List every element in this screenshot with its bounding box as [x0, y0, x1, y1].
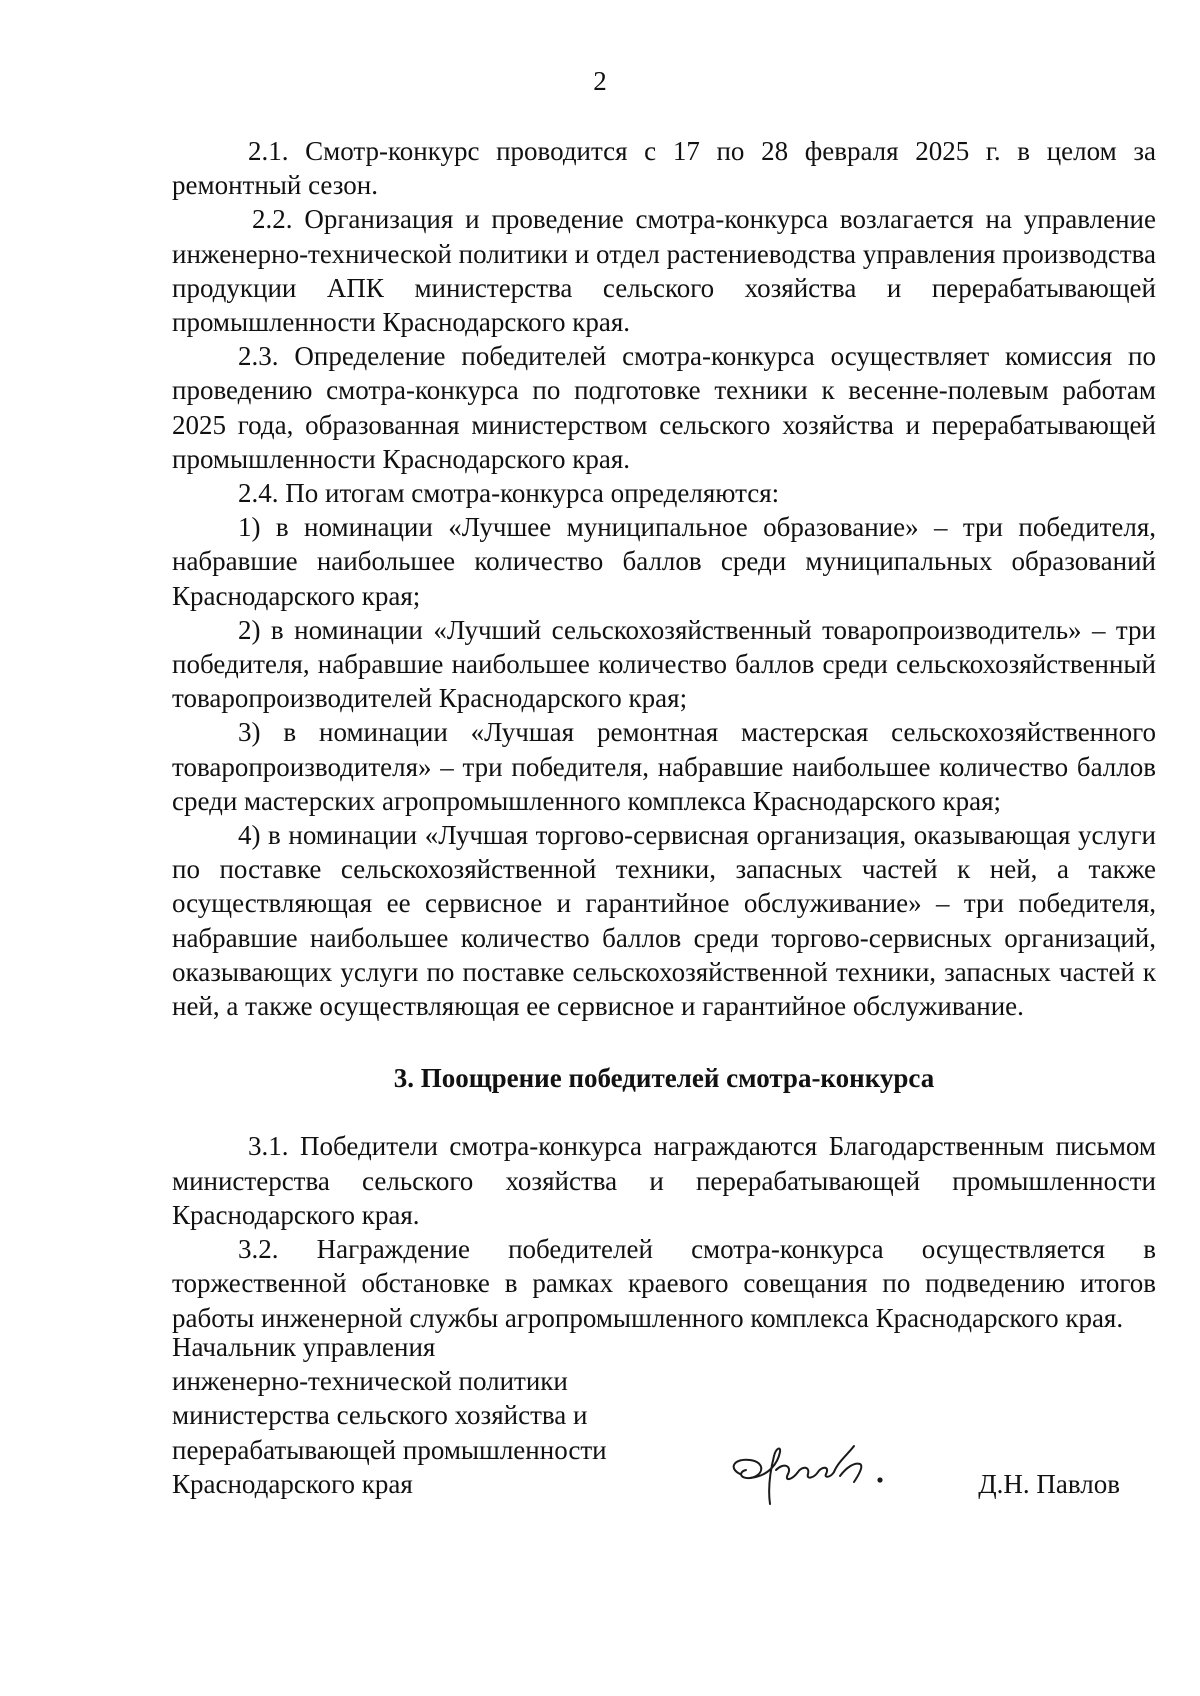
signatory-position-line: инженерно-технической политики [172, 1366, 568, 1397]
nomination-item-3: 3) в номинации «Лучшая ремонтная мастерская сельскохозяйственного товаропроизводителя» – три победителя, набравшие наибольшее количество баллов среди мастерских агропромышленного комплекса Краснодарского края; [172, 717, 1156, 816]
signatory-position-line: перерабатывающей промышленности [172, 1434, 607, 1465]
paragraph-2-1: 2.1. Смотр-конкурс проводится с 17 по 28 февраля 2025 г. в целом за ремонтный сезон. [172, 136, 1156, 201]
signatory-name: Д.Н. Павлов [978, 1469, 1120, 1499]
paragraph-2-3: 2.3. Определение победителей смотра-конкурса осуществляет комиссия по проведению смотра-конкурса по подготовке техники к весенне-полевым работам 2025 года, образованная министерством сельского хозяйства и перерабатывающей промышленности Краснодарского края. [172, 341, 1156, 474]
paragraph-3-1: 3.1. Победители смотра-конкурса награждаются Благодарственным письмом министерства сельского хозяйства и перерабатывающей промышленности Краснодарского края. [172, 1131, 1156, 1230]
handwritten-signature [720, 1432, 900, 1512]
signatory-position-line: министерства сельского хозяйства и [172, 1400, 588, 1431]
document-body [172, 134, 1156, 1335]
nomination-item-1: 1) в номинации «Лучшее муниципальное образование» – три победителя, набравшие наибольшее количество баллов среди муниципальных образований Краснодарского края; [172, 512, 1156, 611]
signatory-position [172, 1330, 692, 1501]
nomination-item-2: 2) в номинации «Лучший сельскохозяйственный товаропроизводитель» – три победителя, набравшие наибольшее количество баллов среди сельскохозяйственный товаропроизводителей Краснодарского края; [172, 614, 1156, 714]
paragraph-2-2: 2.2. Организация и проведение смотра-конкурса возлагается на управление инженерно-технической политики и отдел растениеводства управления производства продукции АПК министерства сельского хозяйства и перерабатывающей промышленности Краснодарского края. [172, 204, 1156, 338]
signature-block [172, 1330, 1156, 1530]
paragraph-2-4: 2.4. По итогам смотра-конкурса определяются: [238, 478, 780, 509]
section-3-title: 3. Поощрение победителей смотра-конкурса [393, 1063, 935, 1094]
page-number: 2 [593, 66, 607, 96]
signatory-position-line: Начальник управления [172, 1332, 436, 1362]
signatory-position-line: Краснодарского края [172, 1468, 413, 1499]
paragraph-3-2: 3.2. Награждение победителей смотра-конкурса осуществляется в торжественной обстановке в рамках краевого совещания по подведению итогов работы инженерной службы агропромышленного комплекса Краснодарского края. [172, 1234, 1156, 1333]
nomination-item-4: 4) в номинации «Лучшая торгово-сервисная организация, оказывающая услуги по поставке сельскохозяйственной техники, запасных частей к ней, а также осуществляющая ее сервисное и гарантийное обслуживание» – три победителя, набравшие наибольшее количество баллов среди торгово-сервисных организаций, оказывающих услуги по поставке сельскохозяйственной техники, запасных частей к ней, а также осуществляющая ее сервисное и гарантийное обслуживание. [172, 820, 1156, 1022]
